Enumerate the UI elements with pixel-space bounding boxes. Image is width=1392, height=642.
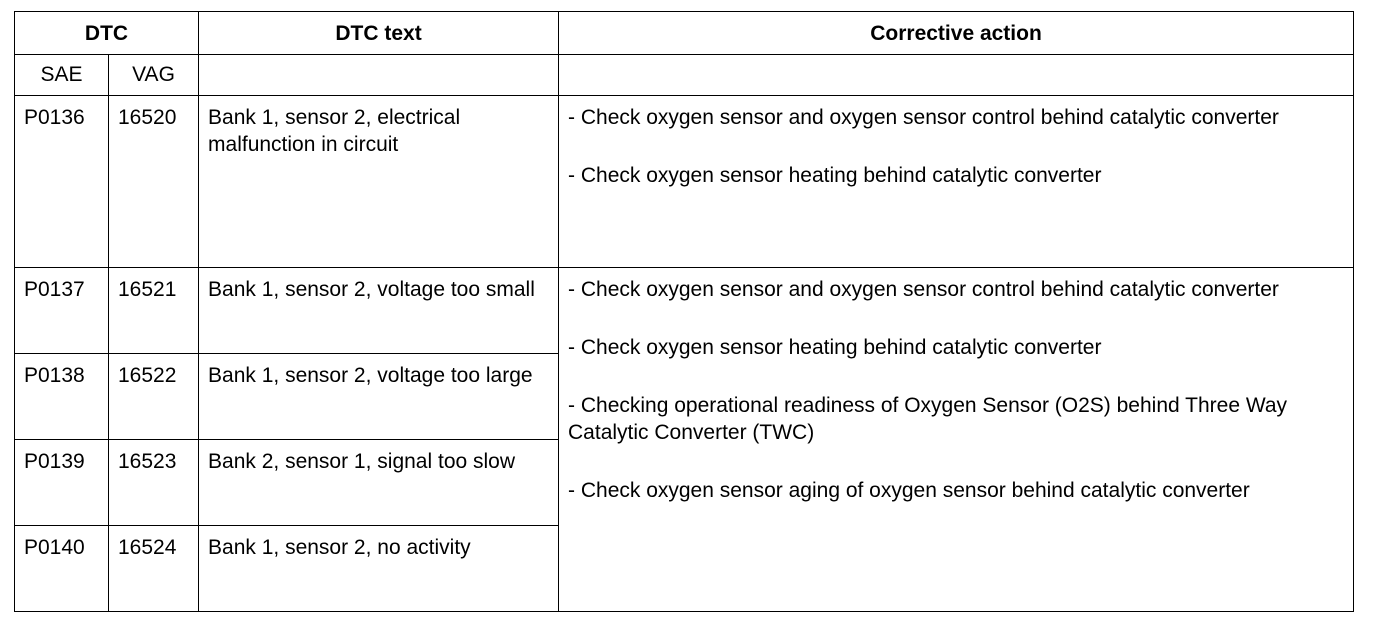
dtc-description: Bank 2, sensor 1, signal too slow	[199, 440, 559, 526]
header-blank-action	[559, 55, 1354, 96]
action-item: - Check oxygen sensor and oxygen sensor control behind catalytic converter	[568, 278, 1279, 301]
vag-code: 16522	[109, 354, 199, 440]
header-dtc: DTC	[15, 12, 199, 55]
dtc-description: Bank 1, sensor 2, voltage too small	[199, 268, 559, 354]
sae-code: P0137	[15, 268, 109, 354]
vag-code: 16524	[109, 526, 199, 612]
header-sae: SAE	[15, 55, 109, 96]
dtc-table	[14, 11, 1354, 612]
vag-code: 16521	[109, 268, 199, 354]
dtc-description: Bank 1, sensor 2, voltage too large	[199, 354, 559, 440]
header-blank-text	[199, 55, 559, 96]
action-item: - Check oxygen sensor aging of oxygen sensor behind catalytic converter	[568, 479, 1250, 502]
sae-code: P0138	[15, 354, 109, 440]
action-item: - Checking operational readiness of Oxygen Sensor (O2S) behind Three Way Catalytic Converter (TWC)	[568, 394, 1288, 444]
sae-code: P0139	[15, 440, 109, 526]
header-dtc-text: DTC text	[199, 12, 559, 55]
vag-code: 16520	[109, 96, 199, 268]
table-row	[15, 268, 1354, 354]
header-vag: VAG	[109, 55, 199, 96]
action-item: - Check oxygen sensor heating behind catalytic converter	[568, 336, 1102, 359]
vag-code: 16523	[109, 440, 199, 526]
sae-code: P0140	[15, 526, 109, 612]
sae-code: P0136	[15, 96, 109, 268]
dtc-description: Bank 1, sensor 2, electrical malfunction in circuit	[199, 96, 559, 268]
action-item: - Check oxygen sensor and oxygen sensor control behind catalytic converter	[568, 106, 1279, 129]
header-corrective-action: Corrective action	[559, 12, 1354, 55]
table-row	[15, 96, 1354, 268]
action-item: - Check oxygen sensor heating behind catalytic converter	[568, 164, 1102, 187]
corrective-action-cell	[559, 268, 1354, 612]
corrective-action-cell	[559, 96, 1354, 268]
dtc-description: Bank 1, sensor 2, no activity	[199, 526, 559, 612]
